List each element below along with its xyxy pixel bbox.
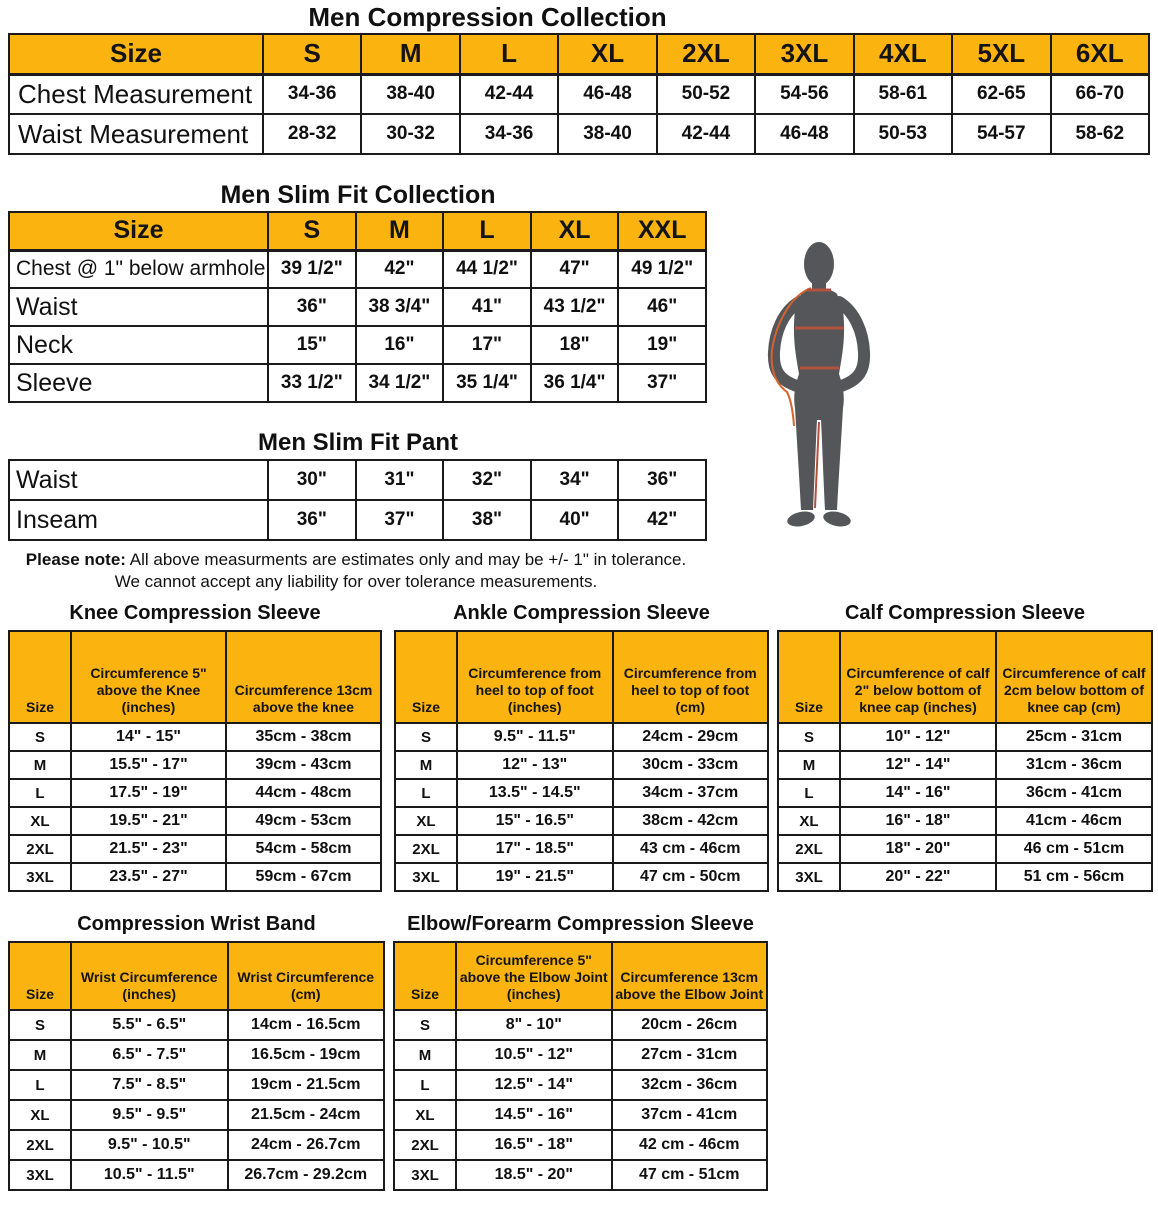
cell-value: 18" - 20" bbox=[840, 835, 996, 863]
cell-value: 62-65 bbox=[952, 74, 1050, 114]
cell-value: 39cm - 43cm bbox=[226, 751, 381, 779]
cell-value: 50-52 bbox=[657, 74, 755, 114]
men-slim-fit-title: Men Slim Fit Collection bbox=[220, 181, 496, 209]
cell-value: 40" bbox=[531, 500, 619, 540]
row-label: 3XL bbox=[778, 863, 840, 891]
header-row bbox=[395, 631, 768, 723]
elbow-sleeve-section bbox=[393, 913, 768, 1191]
cell-value: 38" bbox=[443, 500, 531, 540]
row-label: S bbox=[9, 723, 71, 751]
table-row bbox=[9, 1040, 384, 1070]
column-header: 6XL bbox=[1051, 34, 1150, 74]
row-label: XL bbox=[9, 1100, 71, 1130]
cell-value: 51 cm - 56cm bbox=[996, 863, 1152, 891]
cell-value: 10.5" - 11.5" bbox=[71, 1160, 228, 1190]
silhouette-right-foot bbox=[822, 509, 852, 529]
table-row bbox=[9, 1100, 384, 1130]
table-row bbox=[9, 250, 706, 288]
male-silhouette-figure bbox=[765, 238, 875, 533]
column-header: 4XL bbox=[854, 34, 952, 74]
table-row bbox=[9, 460, 706, 500]
table-row bbox=[9, 779, 381, 807]
table-row bbox=[394, 1070, 767, 1100]
cell-value: 46-48 bbox=[755, 114, 853, 154]
row-label: XL bbox=[394, 1100, 456, 1130]
row-label: 3XL bbox=[9, 863, 71, 891]
cell-value: 12" - 14" bbox=[840, 751, 996, 779]
column-header: XL bbox=[531, 212, 619, 250]
column-header: M bbox=[356, 212, 444, 250]
cell-value: 43 1/2" bbox=[531, 288, 619, 326]
row-label: XL bbox=[9, 807, 71, 835]
cell-value: 54-57 bbox=[952, 114, 1050, 154]
cell-value: 19" - 21.5" bbox=[457, 863, 613, 891]
row-label: S bbox=[778, 723, 840, 751]
column-header: Circumference of calf 2cm below bottom of knee cap (cm) bbox=[996, 631, 1152, 723]
row-label: L bbox=[9, 779, 71, 807]
cell-value: 12.5" - 14" bbox=[456, 1070, 612, 1100]
table-row bbox=[9, 807, 381, 835]
column-header: Wrist Circumference (inches) bbox=[71, 942, 228, 1010]
row-label: L bbox=[778, 779, 840, 807]
cell-value: 21.5cm - 24cm bbox=[228, 1100, 385, 1130]
data-table bbox=[394, 630, 769, 892]
cell-value: 36" bbox=[268, 500, 356, 540]
cell-value: 49cm - 53cm bbox=[226, 807, 381, 835]
row-label: 2XL bbox=[9, 1130, 71, 1160]
column-header: S bbox=[263, 34, 361, 74]
cell-value: 33 1/2" bbox=[268, 364, 356, 402]
column-header: 2XL bbox=[657, 34, 755, 74]
column-header: Wrist Circumference (cm) bbox=[228, 942, 385, 1010]
elbow-sleeve-table bbox=[393, 941, 768, 1191]
sleeve-tables-row bbox=[8, 602, 1158, 892]
cell-value: 36 1/4" bbox=[531, 364, 619, 402]
knee-sleeve-title: Knee Compression Sleeve bbox=[69, 602, 321, 624]
cell-value: 16.5cm - 19cm bbox=[228, 1040, 385, 1070]
row-label: 2XL bbox=[395, 835, 457, 863]
header-row bbox=[9, 631, 381, 723]
table-row bbox=[9, 326, 706, 364]
table-row bbox=[9, 288, 706, 326]
row-label: M bbox=[778, 751, 840, 779]
row-label: 2XL bbox=[9, 835, 71, 863]
cell-value: 10.5" - 12" bbox=[456, 1040, 612, 1070]
cell-value: 21.5" - 23" bbox=[71, 835, 226, 863]
table-row bbox=[395, 779, 768, 807]
cell-value: 19cm - 21.5cm bbox=[228, 1070, 385, 1100]
header-row bbox=[394, 942, 767, 1010]
men-slim-fit-table bbox=[8, 211, 707, 403]
cell-value: 37" bbox=[618, 364, 706, 402]
column-header: 5XL bbox=[952, 34, 1050, 74]
cell-value: 34" bbox=[531, 460, 619, 500]
cell-value: 35cm - 38cm bbox=[226, 723, 381, 751]
column-header: XXL bbox=[618, 212, 706, 250]
table-row bbox=[9, 364, 706, 402]
table-row bbox=[9, 723, 381, 751]
cell-value: 9.5" - 9.5" bbox=[71, 1100, 228, 1130]
column-header: Circumference 13cm above the knee bbox=[226, 631, 381, 723]
silhouette-left-foot bbox=[786, 509, 816, 529]
table-row bbox=[778, 723, 1152, 751]
table-row bbox=[9, 74, 1149, 114]
cell-value: 58-62 bbox=[1051, 114, 1150, 154]
column-header: Size bbox=[394, 942, 456, 1010]
column-header: Circumference 13cm above the Elbow Joint bbox=[612, 942, 768, 1010]
tolerance-note bbox=[0, 549, 712, 593]
table-row bbox=[394, 1130, 767, 1160]
row-label: Waist Measurement bbox=[9, 114, 263, 154]
cell-value: 19.5" - 21" bbox=[71, 807, 226, 835]
table-row bbox=[778, 807, 1152, 835]
cell-value: 54-56 bbox=[755, 74, 853, 114]
column-header: Size bbox=[395, 631, 457, 723]
table-row bbox=[395, 723, 768, 751]
row-label: Waist bbox=[9, 288, 268, 326]
row-label: 2XL bbox=[394, 1130, 456, 1160]
row-label: 3XL bbox=[9, 1160, 71, 1190]
cell-value: 14cm - 16.5cm bbox=[228, 1010, 385, 1040]
row-label: Chest @ 1" below armhole bbox=[9, 250, 268, 288]
wrist-band-title: Compression Wrist Band bbox=[77, 913, 316, 935]
cell-value: 42 cm - 46cm bbox=[612, 1130, 768, 1160]
cell-value: 16" bbox=[356, 326, 444, 364]
table-row bbox=[778, 863, 1152, 891]
column-header: 3XL bbox=[755, 34, 853, 74]
data-table bbox=[8, 630, 382, 892]
table-row bbox=[9, 500, 706, 540]
column-header: Size bbox=[9, 631, 71, 723]
note-label: Please note: bbox=[25, 550, 126, 569]
row-label: M bbox=[395, 751, 457, 779]
data-table bbox=[8, 459, 707, 541]
cell-value: 18" bbox=[531, 326, 619, 364]
table-row bbox=[394, 1100, 767, 1130]
data-table bbox=[8, 33, 1150, 155]
cell-value: 20cm - 26cm bbox=[612, 1010, 768, 1040]
data-table bbox=[393, 941, 768, 1191]
cell-value: 15.5" - 17" bbox=[71, 751, 226, 779]
data-table bbox=[777, 630, 1153, 892]
column-header: Size bbox=[9, 942, 71, 1010]
header-row bbox=[9, 212, 706, 250]
cell-value: 42-44 bbox=[460, 74, 558, 114]
cell-value: 41" bbox=[443, 288, 531, 326]
cell-value: 28-32 bbox=[263, 114, 361, 154]
calf-sleeve-table bbox=[777, 630, 1153, 892]
cell-value: 5.5" - 6.5" bbox=[71, 1010, 228, 1040]
cell-value: 9.5" - 10.5" bbox=[71, 1130, 228, 1160]
men-compression-table bbox=[8, 33, 1150, 155]
column-header: Circumference from heel to top of foot (cm) bbox=[613, 631, 769, 723]
column-header: Size bbox=[9, 212, 268, 250]
data-table bbox=[8, 941, 385, 1191]
table-row bbox=[9, 1130, 384, 1160]
cell-value: 44 1/2" bbox=[443, 250, 531, 288]
column-header: Size bbox=[9, 34, 263, 74]
table-row bbox=[395, 835, 768, 863]
column-header: Circumference of calf 2" below bottom of knee cap (inches) bbox=[840, 631, 996, 723]
header-row bbox=[9, 34, 1149, 74]
column-header: S bbox=[268, 212, 356, 250]
row-label: 3XL bbox=[394, 1160, 456, 1190]
row-label: S bbox=[395, 723, 457, 751]
cell-value: 35 1/4" bbox=[443, 364, 531, 402]
table-row bbox=[9, 751, 381, 779]
cell-value: 42-44 bbox=[657, 114, 755, 154]
cell-value: 41cm - 46cm bbox=[996, 807, 1152, 835]
cell-value: 9.5" - 11.5" bbox=[457, 723, 613, 751]
cell-value: 17" - 18.5" bbox=[457, 835, 613, 863]
cell-value: 42" bbox=[618, 500, 706, 540]
table-row bbox=[9, 1010, 384, 1040]
row-label: S bbox=[9, 1010, 71, 1040]
column-header: Size bbox=[778, 631, 840, 723]
cell-value: 30-32 bbox=[361, 114, 459, 154]
row-label: XL bbox=[395, 807, 457, 835]
column-header: L bbox=[443, 212, 531, 250]
row-label: L bbox=[394, 1070, 456, 1100]
wrist-band-section bbox=[8, 913, 385, 1191]
cell-value: 8" - 10" bbox=[456, 1010, 612, 1040]
table-row bbox=[9, 835, 381, 863]
calf-sleeve-section bbox=[777, 602, 1153, 892]
cell-value: 24cm - 26.7cm bbox=[228, 1130, 385, 1160]
table-row bbox=[778, 835, 1152, 863]
row-label: Inseam bbox=[9, 500, 268, 540]
cell-value: 34-36 bbox=[460, 114, 558, 154]
cell-value: 47 cm - 51cm bbox=[612, 1160, 768, 1190]
row-label: XL bbox=[778, 807, 840, 835]
cell-value: 23.5" - 27" bbox=[71, 863, 226, 891]
cell-value: 46 cm - 51cm bbox=[996, 835, 1152, 863]
cell-value: 12" - 13" bbox=[457, 751, 613, 779]
row-label: L bbox=[395, 779, 457, 807]
cell-value: 37cm - 41cm bbox=[612, 1100, 768, 1130]
cell-value: 19" bbox=[618, 326, 706, 364]
note-line2: We cannot accept any liability for over tolerance measurements. bbox=[114, 572, 598, 591]
row-label: L bbox=[9, 1070, 71, 1100]
column-header: XL bbox=[558, 34, 656, 74]
cell-value: 66-70 bbox=[1051, 74, 1150, 114]
cell-value: 30cm - 33cm bbox=[613, 751, 769, 779]
table-row bbox=[9, 114, 1149, 154]
column-header: Circumference 5" above the Knee (inches) bbox=[71, 631, 226, 723]
table-row bbox=[778, 779, 1152, 807]
row-label: 3XL bbox=[395, 863, 457, 891]
data-table bbox=[8, 211, 707, 403]
cell-value: 31" bbox=[356, 460, 444, 500]
cell-value: 6.5" - 7.5" bbox=[71, 1040, 228, 1070]
cell-value: 38-40 bbox=[558, 114, 656, 154]
cell-value: 17.5" - 19" bbox=[71, 779, 226, 807]
table-row bbox=[394, 1160, 767, 1190]
cell-value: 18.5" - 20" bbox=[456, 1160, 612, 1190]
cell-value: 42" bbox=[356, 250, 444, 288]
elbow-sleeve-title: Elbow/Forearm Compression Sleeve bbox=[407, 913, 754, 935]
row-label: S bbox=[394, 1010, 456, 1040]
cell-value: 32" bbox=[443, 460, 531, 500]
table-row bbox=[778, 751, 1152, 779]
cell-value: 25cm - 31cm bbox=[996, 723, 1152, 751]
knee-sleeve-table bbox=[8, 630, 382, 892]
silhouette-torso-legs bbox=[794, 289, 844, 510]
header-row bbox=[778, 631, 1152, 723]
cell-value: 47 cm - 50cm bbox=[613, 863, 769, 891]
table-row bbox=[394, 1010, 767, 1040]
cell-value: 46" bbox=[618, 288, 706, 326]
table-row bbox=[9, 863, 381, 891]
cell-value: 14" - 16" bbox=[840, 779, 996, 807]
men-slim-fit-pant-table bbox=[8, 459, 707, 541]
ankle-sleeve-title: Ankle Compression Sleeve bbox=[453, 602, 710, 624]
cell-value: 36" bbox=[618, 460, 706, 500]
cell-value: 13.5" - 14.5" bbox=[457, 779, 613, 807]
men-compression-title: Men Compression Collection bbox=[308, 2, 667, 32]
cell-value: 31cm - 36cm bbox=[996, 751, 1152, 779]
table-row bbox=[9, 1070, 384, 1100]
men-slim-fit-pant-title: Men Slim Fit Pant bbox=[257, 429, 458, 456]
cell-value: 16.5" - 18" bbox=[456, 1130, 612, 1160]
cell-value: 15" bbox=[268, 326, 356, 364]
cell-value: 24cm - 29cm bbox=[613, 723, 769, 751]
ankle-sleeve-table bbox=[394, 630, 769, 892]
cell-value: 14" - 15" bbox=[71, 723, 226, 751]
header-row bbox=[9, 942, 384, 1010]
cell-value: 30" bbox=[268, 460, 356, 500]
cell-value: 36cm - 41cm bbox=[996, 779, 1152, 807]
table-row bbox=[395, 863, 768, 891]
wrist-band-table bbox=[8, 941, 385, 1191]
cell-value: 50-53 bbox=[854, 114, 952, 154]
cell-value: 43 cm - 46cm bbox=[613, 835, 769, 863]
cell-value: 14.5" - 16" bbox=[456, 1100, 612, 1130]
cell-value: 15" - 16.5" bbox=[457, 807, 613, 835]
row-label: Waist bbox=[9, 460, 268, 500]
row-label: M bbox=[9, 1040, 71, 1070]
cell-value: 58-61 bbox=[854, 74, 952, 114]
cell-value: 16" - 18" bbox=[840, 807, 996, 835]
cell-value: 59cm - 67cm bbox=[226, 863, 381, 891]
ankle-sleeve-section bbox=[394, 602, 769, 892]
cell-value: 17" bbox=[443, 326, 531, 364]
row-label: Sleeve bbox=[9, 364, 268, 402]
cell-value: 38cm - 42cm bbox=[613, 807, 769, 835]
column-header: Circumference 5" above the Elbow Joint (inches) bbox=[456, 942, 612, 1010]
cell-value: 26.7cm - 29.2cm bbox=[228, 1160, 385, 1190]
cell-value: 32cm - 36cm bbox=[612, 1070, 768, 1100]
calf-sleeve-title: Calf Compression Sleeve bbox=[844, 602, 1086, 624]
cell-value: 37" bbox=[356, 500, 444, 540]
band-tables-row bbox=[8, 913, 1158, 1191]
cell-value: 54cm - 58cm bbox=[226, 835, 381, 863]
cell-value: 39 1/2" bbox=[268, 250, 356, 288]
cell-value: 7.5" - 8.5" bbox=[71, 1070, 228, 1100]
note-line1: All above measurments are estimates only and may be +/- 1" in tolerance. bbox=[129, 550, 687, 569]
cell-value: 38 3/4" bbox=[356, 288, 444, 326]
column-header: Circumference from heel to top of foot (inches) bbox=[457, 631, 613, 723]
table-row bbox=[9, 1160, 384, 1190]
cell-value: 44cm - 48cm bbox=[226, 779, 381, 807]
column-header: L bbox=[460, 34, 558, 74]
cell-value: 34 1/2" bbox=[356, 364, 444, 402]
cell-value: 34-36 bbox=[263, 74, 361, 114]
cell-value: 27cm - 31cm bbox=[612, 1040, 768, 1070]
row-label: M bbox=[394, 1040, 456, 1070]
table-row bbox=[395, 751, 768, 779]
table-row bbox=[394, 1040, 767, 1070]
row-label: 2XL bbox=[778, 835, 840, 863]
column-header: M bbox=[361, 34, 459, 74]
cell-value: 49 1/2" bbox=[618, 250, 706, 288]
cell-value: 36" bbox=[268, 288, 356, 326]
row-label: Chest Measurement bbox=[9, 74, 263, 114]
cell-value: 47" bbox=[531, 250, 619, 288]
cell-value: 34cm - 37cm bbox=[613, 779, 769, 807]
knee-sleeve-section bbox=[8, 602, 382, 892]
cell-value: 10" - 12" bbox=[840, 723, 996, 751]
cell-value: 20" - 22" bbox=[840, 863, 996, 891]
cell-value: 38-40 bbox=[361, 74, 459, 114]
cell-value: 46-48 bbox=[558, 74, 656, 114]
row-label: M bbox=[9, 751, 71, 779]
table-row bbox=[395, 807, 768, 835]
row-label: Neck bbox=[9, 326, 268, 364]
